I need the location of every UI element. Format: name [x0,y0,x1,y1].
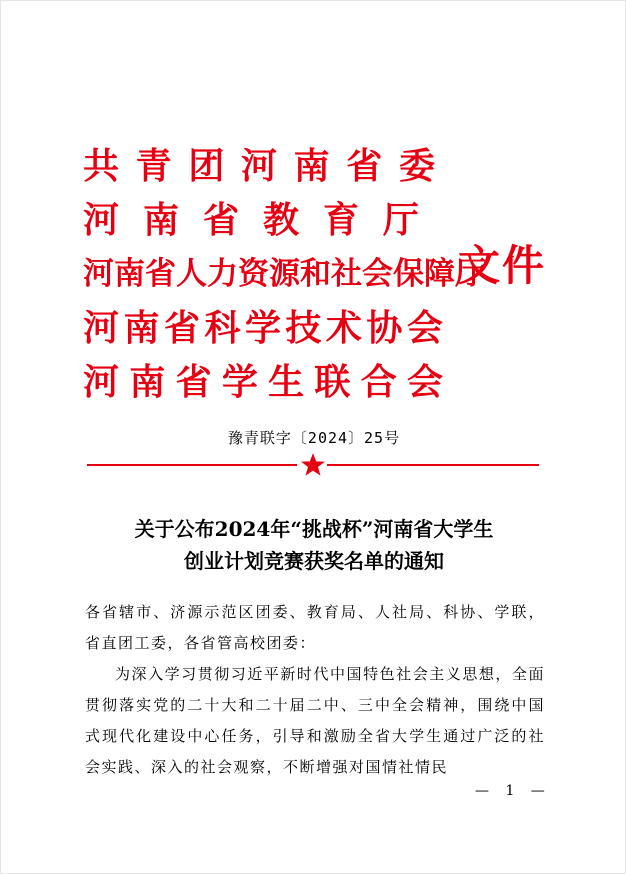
divider-right-line [327,464,539,466]
document-number: 豫青联字〔2024〕25号 [227,429,401,447]
document-type-label: 文件 [458,241,547,290]
issuer-2: 河 南 省 教 育 厅 [83,199,419,241]
document-body [85,597,545,783]
title-line-1: 关于公布2024年“挑战杯”河南省大学生 [134,517,494,541]
issuer-3: 河南省人力资源和社会保障厅 [83,256,486,292]
title-line-2: 创业计划竞赛获奖名单的通知 [184,549,444,573]
recipients: 各省辖市、济源示范区团委、教育局、人社局、科协、学联，省直团工委，各省管高校团委： [85,603,545,652]
document-title [1,513,626,577]
red-divider [87,453,539,477]
issuer-1: 共 青 团 河 南 省 委 [83,145,435,187]
issuer-5: 河 南 省 学 生 联 合 会 [83,361,443,403]
divider-left-line [87,464,297,466]
issuing-organizations [83,139,486,409]
star-icon [300,452,326,478]
body-paragraph-1: 为深入学习贯彻习近平新时代中国特色社会主义思想，全面贯彻落实党的二十大和二十届二中、三中全会精神，围绕中国式现代化建设中心任务，引导和激励全省大学生通过广泛的社会实践、深入的社会观察，不断增强对国情社情民 [85,665,545,776]
issuer-4: 河 南 省 科 学 技 术 协 会 [83,307,443,349]
page-number: — 1 — [475,783,551,799]
